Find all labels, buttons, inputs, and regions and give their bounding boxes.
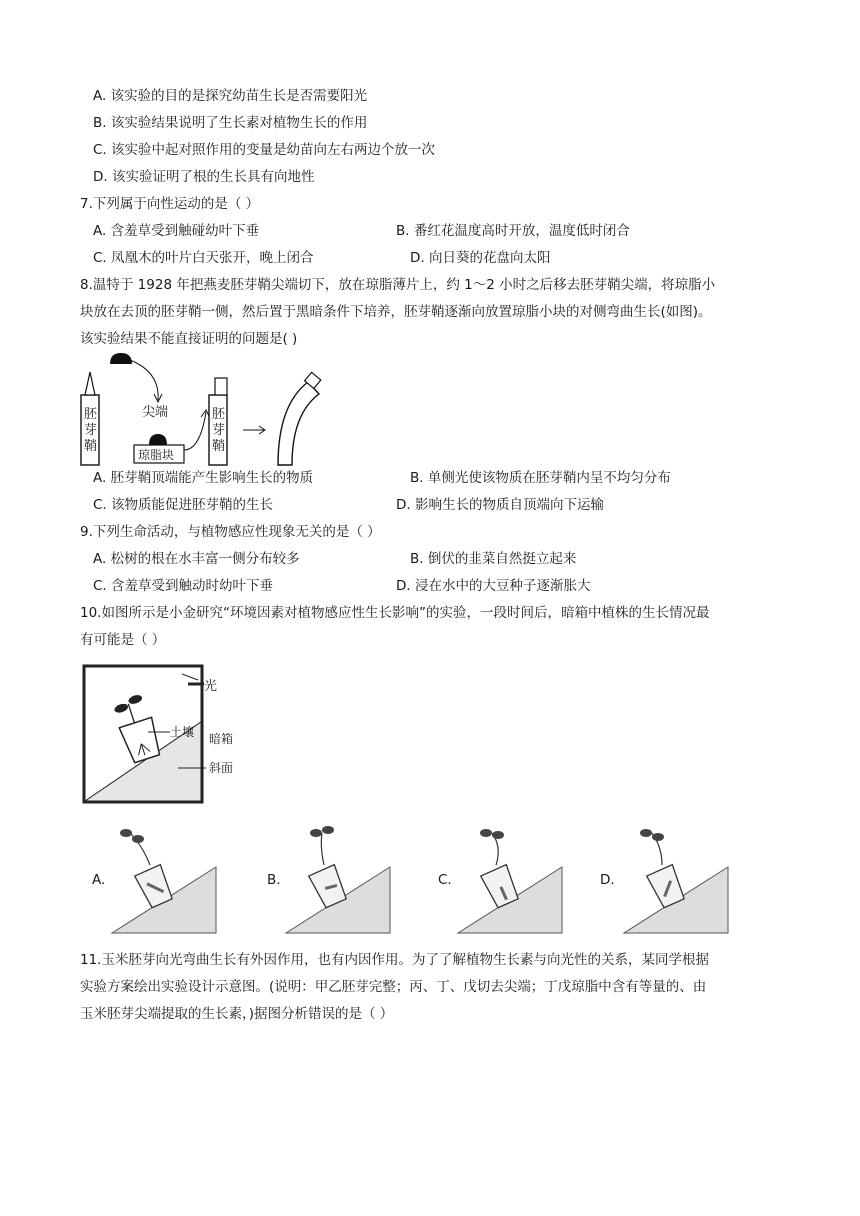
q9-option-d: D. 浸在水中的大豆种子逐渐胀大: [396, 578, 591, 594]
q10-option-b-figure: [284, 825, 392, 939]
q11-stem-line-2: 实验方案绘出实验设计示意图。(说明：甲乙胚芽完整；丙、丁、戊切去尖端；丁戊琼脂中含有等量的、由: [80, 979, 707, 995]
q10-option-c-figure: [456, 825, 564, 939]
q10-option-d-figure: [622, 825, 730, 939]
q6-option-a: A. 该实验的目的是探究幼苗生长是否需要阳光: [93, 88, 368, 104]
q10-stem-line-1: 10.如图所示是小金研究“环境因素对植物感应性生长影响”的实验，一段时间后，暗箱中植株的生长情况最: [80, 605, 710, 621]
dark-box-label: 暗箱: [209, 732, 234, 746]
q9-option-b: B. 倒伏的韭菜自然挺立起来: [410, 551, 577, 567]
q9-stem: 9.下列生命活动，与植物感应性现象无关的是（ ）: [80, 524, 381, 540]
q8-option-c: C. 该物质能促进胚芽鞘的生长: [93, 497, 274, 513]
q11-stem-line-3: 玉米胚芽尖端提取的生长素，)据图分析错误的是（ ）: [80, 1006, 394, 1022]
slope-label: 斜面: [209, 761, 234, 775]
q9-option-c: C. 含羞草受到触动时幼叶下垂: [93, 578, 274, 594]
q7-option-c: C. 凤凰木的叶片白天张开，晚上闭合: [93, 250, 314, 266]
q7-option-d: D. 向日葵的花盘向太阳: [410, 250, 551, 266]
q8-option-b: B. 单侧光使该物质在胚芽鞘内呈不均匀分布: [410, 470, 671, 486]
q8-stem-line-3: 该实验结果不能直接证明的问题是( ): [80, 331, 298, 347]
q8-option-d: D. 影响生长的物质自顶端向下运输: [396, 497, 604, 513]
went-experiment-diagram: [78, 350, 338, 468]
q7-option-a: A. 含羞草受到触碰幼叶下垂: [93, 223, 260, 239]
q10-option-c-letter: C.: [438, 872, 452, 888]
q9-option-a: A. 松树的根在水丰富一侧分布较多: [93, 551, 300, 567]
tip-label: 尖端: [142, 405, 169, 420]
q6-option-c: C. 该实验中起对照作用的变量是幼苗向左右两边个放一次: [93, 142, 436, 158]
q10-option-a-letter: A.: [92, 872, 106, 888]
q10-option-d-letter: D.: [600, 872, 615, 888]
q8-option-a: A. 胚芽鞘顶端能产生影响生长的物质: [93, 470, 314, 486]
dark-box-figure: [82, 664, 262, 806]
q8-stem-line-1: 8.温特于 1928 年把燕麦胚芽鞘尖端切下，放在琼脂薄片上，约 1～2 小时之后移去胚芽鞘尖端，将琼脂小: [80, 277, 716, 293]
went-experiment-figure: [78, 350, 338, 468]
coleoptile-label-2: 胚芽鞘: [212, 407, 226, 454]
q10-stem-line-2: 有可能是（ ）: [80, 632, 166, 648]
agar-label: 琼脂块: [138, 448, 175, 462]
q6-option-b: B. 该实验结果说明了生长素对植物生长的作用: [93, 115, 368, 131]
light-label: 光: [204, 679, 218, 694]
q10-option-a-figure: [110, 825, 218, 939]
coleoptile-label-1: 胚芽鞘: [84, 407, 98, 454]
q10-option-b-letter: B.: [267, 872, 281, 888]
q11-stem-line-1: 11.玉米胚芽向光弯曲生长有外因作用，也有内因作用。为了了解植物生长素与向光性的关系，某同学根据: [80, 952, 709, 968]
q8-stem-line-2: 块放在去顶的胚芽鞘一侧，然后置于黑暗条件下培养，胚芽鞘逐渐向放置琼脂小块的对侧弯曲生长(如图)。: [80, 304, 712, 320]
q6-option-d: D. 该实验证明了根的生长具有向地性: [93, 169, 315, 185]
q7-stem: 7.下列属于向性运动的是（ ）: [80, 196, 260, 212]
soil-label: 土壤: [170, 725, 195, 739]
q7-option-b: B. 番红花温度高时开放，温度低时闭合: [396, 223, 630, 239]
